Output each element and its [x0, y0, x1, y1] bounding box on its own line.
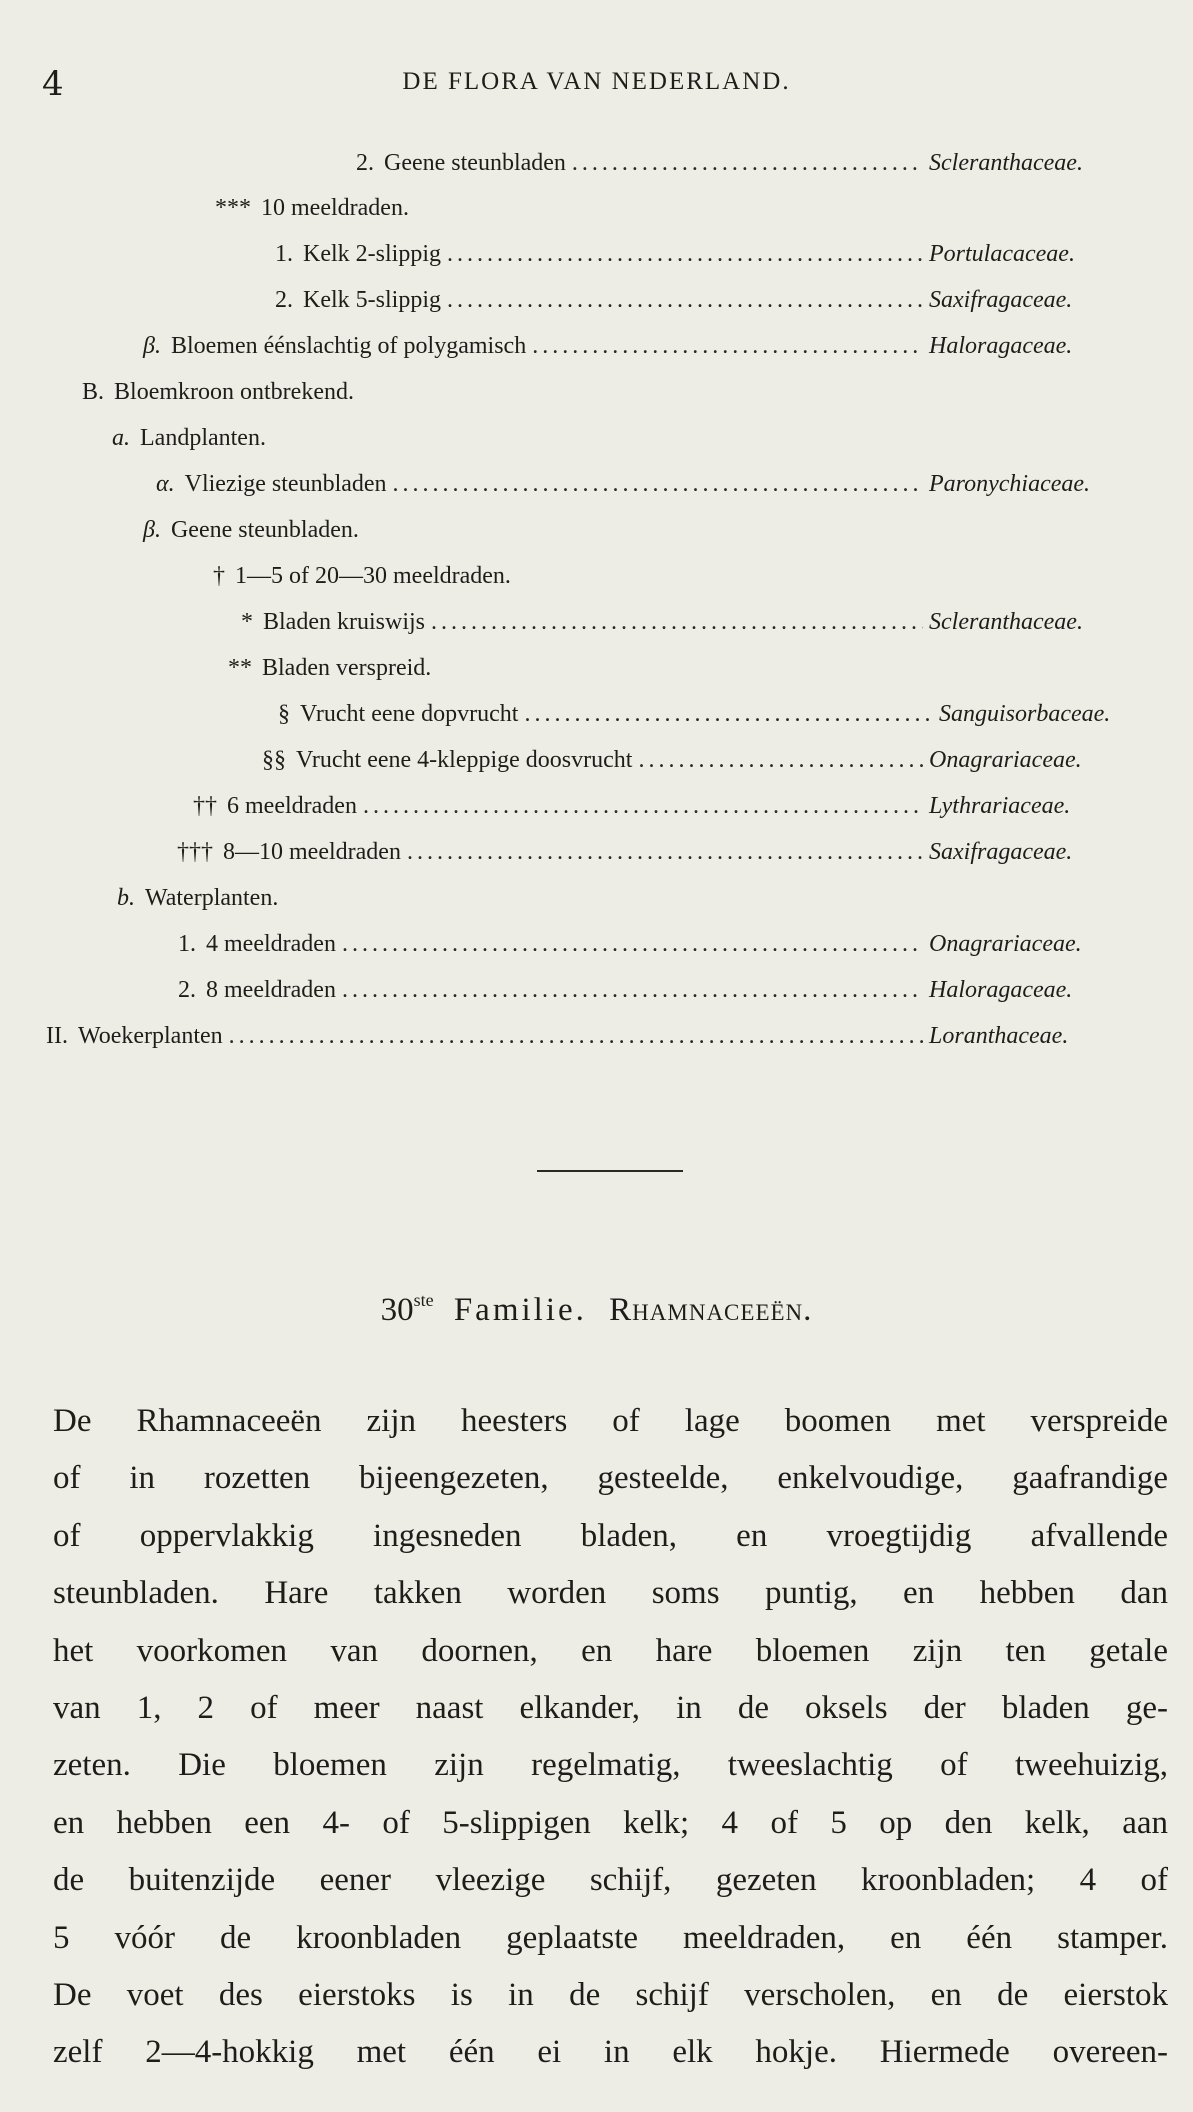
- key-text: Kelk 5-slippig: [303, 287, 441, 313]
- key-family: Paronychiaceae.: [929, 471, 1091, 497]
- leader-dots: [431, 609, 923, 636]
- key-row: [112, 425, 266, 465]
- body-line: De Rhamnaceeën zijn heesters of lage boomen met verspreide: [53, 1403, 1168, 1439]
- key-row: [228, 655, 431, 695]
- key-text: Woekerplanten: [77, 1023, 223, 1049]
- key-text: 8—10 meeldraden: [223, 839, 401, 865]
- leader-dots: [342, 931, 923, 958]
- leader-dots: [572, 150, 923, 177]
- key-row: [117, 885, 278, 925]
- family-number-suffix: ste: [413, 1290, 434, 1310]
- key-marker: **: [228, 655, 252, 681]
- key-marker: †††: [177, 839, 213, 865]
- key-marker: †: [213, 563, 225, 589]
- section-heading: [0, 1290, 1193, 1329]
- key-family: Haloragaceae.: [929, 977, 1073, 1003]
- family-label: Familie.: [453, 1292, 587, 1328]
- leader-dots: [407, 839, 923, 866]
- leader-dots: [393, 471, 923, 498]
- leader-dots: [447, 241, 923, 268]
- key-family: Saxifragaceae.: [929, 287, 1073, 313]
- key-marker: β.: [143, 517, 161, 543]
- key-marker: 2.: [275, 287, 293, 313]
- key-text: Waterplanten.: [145, 885, 279, 911]
- key-row: [143, 517, 359, 557]
- key-row: [262, 747, 1151, 787]
- key-row: [241, 609, 1151, 649]
- family-name: Rhamnaceeën.: [609, 1292, 813, 1328]
- key-row: [213, 563, 511, 603]
- key-marker: β.: [143, 333, 161, 359]
- key-text: Vliezige steunbladen: [184, 471, 387, 497]
- key-row: [46, 1023, 1151, 1063]
- leader-dots: [229, 1023, 923, 1050]
- key-marker: B.: [82, 379, 105, 405]
- key-text: Geene steunbladen: [384, 150, 566, 176]
- key-marker: §: [278, 701, 290, 727]
- body-line: of in rozetten bijeengezeten, gesteelde, enkelvoudige, gaafrandige: [53, 1460, 1168, 1497]
- key-text: Bladen verspreid.: [262, 655, 432, 681]
- body-line: de buitenzijde eener vleezige schijf, gezeten kroonbladen; 4 of: [53, 1862, 1168, 1899]
- key-family: Loranthaceae.: [929, 1023, 1069, 1049]
- key-text: 10 meeldraden.: [261, 195, 409, 221]
- key-marker: §§: [262, 747, 286, 773]
- body-line: De voet des eierstoks is in de schijf verscholen, en de eierstok: [53, 1976, 1168, 2013]
- key-marker: α.: [156, 471, 175, 497]
- key-marker: *: [241, 609, 253, 635]
- leader-dots: [524, 701, 933, 728]
- key-row: [215, 195, 409, 235]
- key-text: 6 meeldraden: [227, 793, 357, 819]
- key-text: Kelk 2-slippig: [303, 241, 441, 267]
- leader-dots: [447, 287, 923, 314]
- page-header: [42, 64, 1151, 108]
- key-text: Vrucht eene dopvrucht: [300, 701, 519, 727]
- key-family: Scleranthaceae.: [929, 150, 1083, 176]
- body-line: zeten. Die bloemen zijn regelmatig, tweeslachtig of tweehuizig,: [53, 1747, 1168, 1784]
- key-row: [356, 150, 1151, 190]
- leader-dots: [532, 333, 923, 360]
- body-line: van 1, 2 of meer naast elkander, in de oksels der bladen ge-: [53, 1689, 1168, 1726]
- key-text: 1—5 of 20—30 meeldraden.: [235, 563, 511, 589]
- page-number: 4: [42, 64, 64, 104]
- leader-dots: [342, 977, 923, 1004]
- key-row: [156, 471, 1151, 511]
- key-row: [178, 977, 1151, 1017]
- body-paragraph: [53, 1393, 1168, 2082]
- key-row: [278, 701, 1161, 741]
- key-family: Portulacaceae.: [929, 241, 1075, 267]
- key-marker: ***: [215, 195, 251, 221]
- key-text: Vrucht eene 4-kleppige doosvrucht: [296, 747, 633, 773]
- key-text: Landplanten.: [140, 425, 266, 451]
- body-line: of oppervlakkig ingesneden bladen, en vroegtijdig afvallende: [53, 1517, 1168, 1554]
- key-family: Haloragaceae.: [929, 333, 1073, 359]
- body-line: en hebben een 4- of 5-slippigen kelk; 4 of 5 op den kelk, aan: [53, 1804, 1168, 1841]
- key-family: Sanguisorbaceae.: [939, 701, 1111, 727]
- key-row: [82, 379, 354, 419]
- key-text: Geene steunbladen.: [170, 517, 359, 543]
- key-row: [193, 793, 1151, 833]
- key-marker: a.: [112, 425, 130, 451]
- key-text: Bloemen éénslachtig of polygamisch: [170, 333, 527, 359]
- leader-dots: [363, 793, 923, 820]
- key-text: Bladen kruiswijs: [263, 609, 425, 635]
- section-divider: [537, 1170, 683, 1172]
- key-marker: ††: [193, 793, 217, 819]
- key-row: [143, 333, 1151, 373]
- body-line: zelf 2—4-hokkig met één ei in elk hokje. Hiermede overeen-: [53, 2034, 1168, 2071]
- key-marker: 2.: [178, 977, 196, 1003]
- key-family: Saxifragaceae.: [929, 839, 1073, 865]
- key-text: 8 meeldraden: [206, 977, 336, 1003]
- key-family: Onagrariaceae.: [929, 747, 1082, 773]
- key-marker: 1.: [178, 931, 196, 957]
- key-row: [177, 839, 1151, 879]
- key-family: Lythrariaceae.: [929, 793, 1071, 819]
- key-family: Scleranthaceae.: [929, 609, 1083, 635]
- key-marker: b.: [117, 885, 135, 911]
- key-row: [178, 931, 1151, 971]
- key-text: Bloemkroon ontbrekend.: [114, 379, 354, 405]
- key-row: [275, 287, 1151, 327]
- family-number: 30ste: [380, 1290, 434, 1328]
- leader-dots: [638, 747, 923, 774]
- body-line: 5 vóór de kroonbladen geplaatste meeldraden, en één stamper.: [53, 1919, 1168, 1956]
- key-marker: II.: [46, 1023, 68, 1049]
- body-line: het voorkomen van doornen, en hare bloemen zijn ten getale: [53, 1632, 1168, 1669]
- key-marker: 1.: [275, 241, 293, 267]
- body-line: steunbladen. Hare takken worden soms puntig, en hebben dan: [53, 1575, 1168, 1612]
- key-marker: 2.: [356, 150, 374, 176]
- key-text: 4 meeldraden: [206, 931, 336, 957]
- key-row: [275, 241, 1151, 281]
- key-family: Onagrariaceae.: [929, 931, 1082, 957]
- running-title: DE FLORA VAN NEDERLAND.: [402, 68, 791, 95]
